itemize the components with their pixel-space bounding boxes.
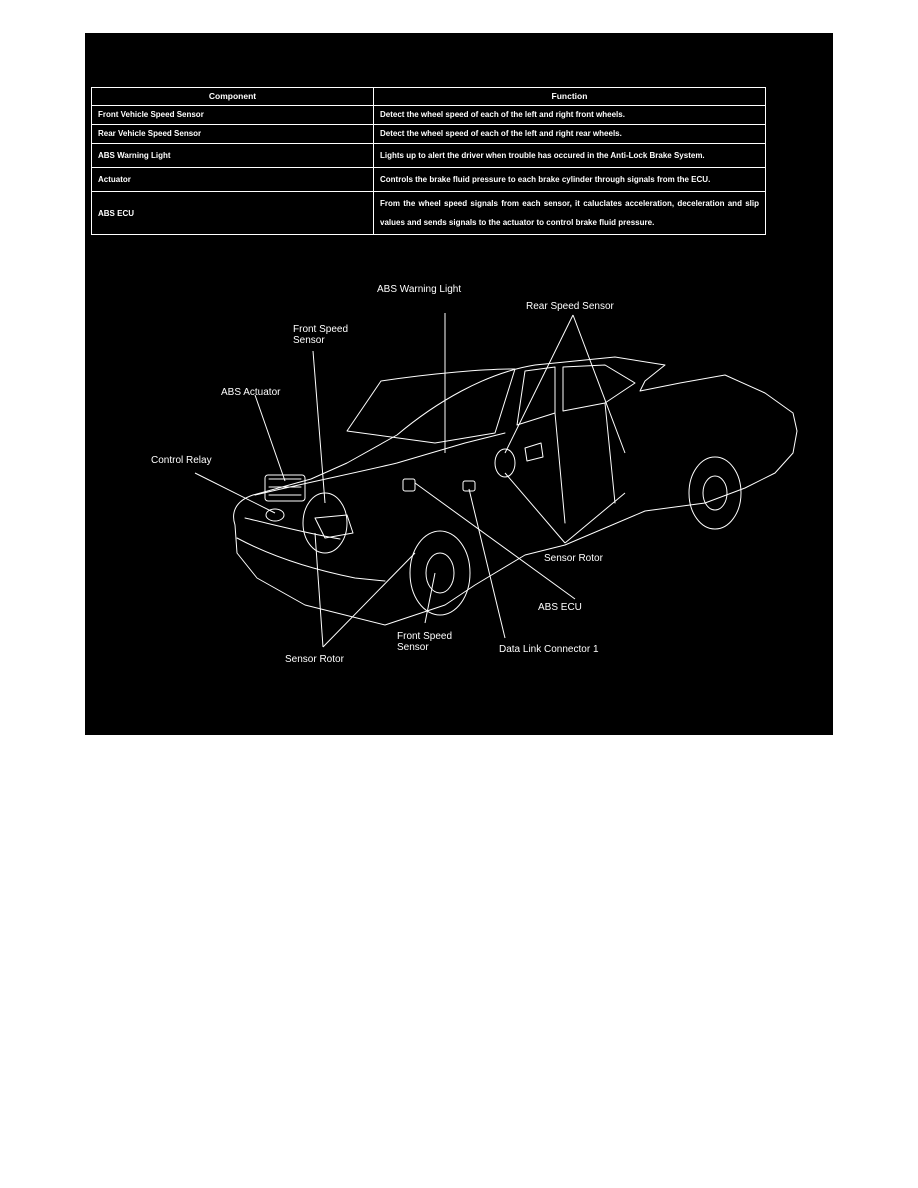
label-front-speed-sensor-top: Front Speed Sensor [293, 324, 349, 346]
car-front-bumper [237, 538, 385, 581]
leader-line [565, 493, 625, 543]
abs-component-figure [85, 33, 833, 735]
car-grille [245, 518, 340, 539]
leader-line [255, 395, 285, 481]
component-cell: ABS Warning Light [92, 144, 374, 168]
car-side-mirror [525, 443, 543, 461]
component-cell: Actuator [92, 168, 374, 192]
leader-line [505, 473, 565, 543]
leader-line [415, 483, 575, 599]
label-sensor-rotor-right: Sensor Rotor [544, 553, 603, 564]
leader-line [315, 533, 323, 647]
component-cell: Front Vehicle Speed Sensor [92, 106, 374, 125]
function-cell: Detect the wheel speed of each of the left and right front wheels. [374, 106, 766, 125]
label-data-link-connector: Data Link Connector 1 [499, 644, 599, 655]
car-body-outline [234, 357, 797, 625]
label-abs-actuator: ABS Actuator [221, 387, 281, 398]
function-cell: Detect the wheel speed of each of the left and right rear wheels. [374, 125, 766, 144]
function-cell: Controls the brake fluid pressure to each brake cylinder through signals from the ECU. [374, 168, 766, 192]
function-cell: Lights up to alert the driver when trouble has occured in the Anti-Lock Brake System. [374, 144, 766, 168]
car-door-line [555, 413, 565, 523]
car-hood-line [255, 433, 505, 495]
label-abs-warning-light: ABS Warning Light [377, 284, 462, 295]
car-illustration [85, 33, 833, 735]
rear-wheel [689, 457, 741, 529]
leader-line [573, 315, 625, 453]
car-door-line [605, 403, 615, 503]
function-cell: From the wheel speed signals from each sensor, it caluclates acceleration, deceleration and slip values and sends signals to the actuator to control brake fluid pressure. [374, 192, 766, 235]
label-sensor-rotor-left: Sensor Rotor [285, 654, 344, 665]
header-function: Function [374, 88, 766, 106]
rear-sensor-hub [495, 449, 515, 477]
header-component: Component [92, 88, 374, 106]
label-front-speed-sensor-bottom: Front Speed Sensor [397, 631, 453, 653]
label-control-relay: Control Relay [151, 455, 212, 466]
car-side-window-rear [563, 365, 635, 411]
label-rear-speed-sensor: Rear Speed Sensor [526, 301, 614, 312]
car-windshield [347, 369, 515, 443]
label-abs-ecu: ABS ECU [538, 602, 582, 613]
abs-ecu-box [403, 479, 415, 491]
component-cell: ABS ECU [92, 192, 374, 235]
control-relay-part [266, 509, 284, 521]
leader-line [469, 489, 505, 638]
front-wheel-hub [426, 553, 454, 593]
front-wheel [410, 531, 470, 615]
component-cell: Rear Vehicle Speed Sensor [92, 125, 374, 144]
rear-wheel-hub [703, 476, 727, 510]
